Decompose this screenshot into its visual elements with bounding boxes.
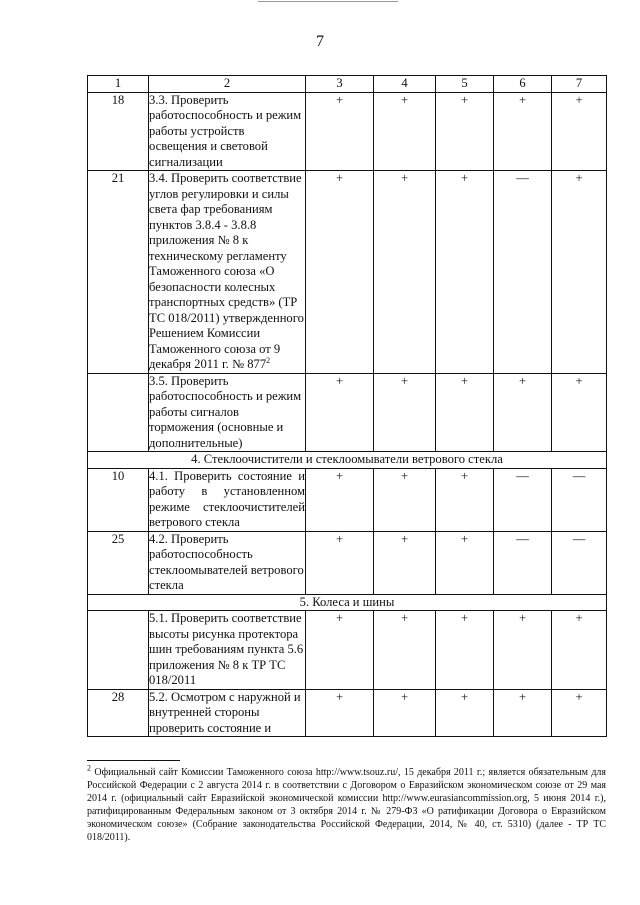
applicability-mark: + bbox=[436, 689, 494, 737]
section-row bbox=[88, 594, 607, 611]
item-description bbox=[149, 92, 306, 171]
item-description bbox=[149, 531, 306, 594]
item-number: 25 bbox=[88, 531, 149, 594]
applicability-mark: + bbox=[552, 611, 607, 690]
table-row bbox=[88, 611, 607, 690]
section-title: 5. Колеса и шины bbox=[88, 594, 607, 611]
footnote-ref: 2 bbox=[266, 355, 271, 365]
table-row bbox=[88, 92, 607, 171]
applicability-mark: + bbox=[494, 373, 552, 452]
applicability-mark: + bbox=[374, 468, 436, 531]
applicability-mark: + bbox=[436, 531, 494, 594]
item-text: 3.3. Проверить работоспособность и режим работы устройств освещения и световой сигнализации bbox=[149, 92, 302, 169]
item-number bbox=[88, 373, 149, 452]
item-number: 10 bbox=[88, 468, 149, 531]
applicability-mark: + bbox=[374, 373, 436, 452]
applicability-mark: + bbox=[436, 171, 494, 374]
applicability-mark: + bbox=[436, 611, 494, 690]
inspection-table bbox=[87, 75, 607, 737]
item-description bbox=[149, 468, 306, 531]
column-header: 2 bbox=[149, 76, 306, 93]
section-row bbox=[88, 452, 607, 469]
item-number: 28 bbox=[88, 689, 149, 737]
page-number: 7 bbox=[316, 33, 324, 50]
applicability-mark: + bbox=[552, 171, 607, 374]
table-row bbox=[88, 373, 607, 452]
table-row bbox=[88, 468, 607, 531]
column-header: 6 bbox=[494, 76, 552, 93]
section-title: 4. Стеклоочистители и стеклоомыватели ветрового стекла bbox=[88, 452, 607, 469]
applicability-mark: — bbox=[494, 531, 552, 594]
applicability-mark: + bbox=[306, 468, 374, 531]
applicability-mark: + bbox=[552, 373, 607, 452]
applicability-mark: — bbox=[552, 531, 607, 594]
footnote-text: Официальный сайт Комиссии Таможенного союза http://www.tsouz.ru/, 15 декабря 2011 г.; является обязательным для Российской Федерации с 2 августа 2014 г. в соответствии с Договором о Евразийском экономическом союзе от 29 мая 2014 г. (официальный сайт Евразийской экономической комиссии http://www.eurasiancommission.org, 5 июня 2014 г.), ратифицированным Федеральным законом от 3 октября 2014 г. № 279-ФЗ «О ратификации Договора о Евразийском экономическом союзе» (Собрание законодательства Российской Федерации, 2014, № 40, ст. 5310) (далее - ТР ТС 018/2011). bbox=[87, 767, 607, 843]
applicability-mark: + bbox=[494, 689, 552, 737]
applicability-mark: + bbox=[306, 171, 374, 374]
column-header: 3 bbox=[306, 76, 374, 93]
item-description bbox=[149, 611, 306, 690]
footnote-marker: 2 bbox=[87, 763, 91, 773]
item-description bbox=[149, 373, 306, 452]
applicability-mark: — bbox=[552, 468, 607, 531]
column-header: 5 bbox=[436, 76, 494, 93]
applicability-mark: + bbox=[552, 92, 607, 171]
table-row bbox=[88, 689, 607, 737]
applicability-mark: + bbox=[436, 92, 494, 171]
column-header: 7 bbox=[552, 76, 607, 93]
applicability-mark: + bbox=[306, 92, 374, 171]
item-description bbox=[149, 171, 306, 374]
applicability-mark: + bbox=[374, 689, 436, 737]
applicability-mark: + bbox=[494, 92, 552, 171]
applicability-mark: — bbox=[494, 171, 552, 374]
applicability-mark: + bbox=[436, 468, 494, 531]
item-number bbox=[88, 611, 149, 690]
item-text: 3.5. Проверить работоспособность и режим работы сигналов торможения (основные и дополнительные) bbox=[149, 373, 302, 450]
item-number: 21 bbox=[88, 171, 149, 374]
applicability-mark: + bbox=[306, 611, 374, 690]
applicability-mark: + bbox=[306, 373, 374, 452]
applicability-mark: + bbox=[436, 373, 494, 452]
applicability-mark: + bbox=[374, 92, 436, 171]
top-rule bbox=[258, 1, 398, 2]
applicability-mark: + bbox=[306, 689, 374, 737]
table-row bbox=[88, 171, 607, 374]
item-text: 4.1. Проверить состояние и работу в установленном режиме стеклоочистителей ветрового стекла bbox=[149, 468, 305, 529]
applicability-mark: + bbox=[494, 611, 552, 690]
item-number: 18 bbox=[88, 92, 149, 171]
footnote bbox=[87, 763, 607, 844]
item-text: 3.4. Проверить соответствие углов регулировки и силы света фар требованиям пунктов 3.8.4 - 3.8.8 приложения № 8 к техническому регламенту Таможенного союза «О безопасности колесных транспортных средств» (ТР ТС 018/2011) утвержденного Решением Комиссии Таможенного союза от 9 декабря 2011 г. № 877 bbox=[149, 171, 304, 371]
item-text: 5.1. Проверить соответствие высоты рисунка протектора шин требованиям пункта 5.6 приложения № 8 к ТР ТС 018/2011 bbox=[149, 611, 304, 687]
item-text: 4.2. Проверить работоспособность стеклоомывателей ветрового стекла bbox=[149, 531, 304, 592]
applicability-mark: + bbox=[374, 171, 436, 374]
footnote-rule bbox=[87, 760, 180, 761]
table-body bbox=[88, 76, 607, 737]
column-header: 4 bbox=[374, 76, 436, 93]
table-header-row bbox=[88, 76, 607, 93]
item-text: 5.2. Осмотром с наружной и внутренней стороны проверить состояние и bbox=[149, 689, 301, 735]
column-header: 1 bbox=[88, 76, 149, 93]
applicability-mark: + bbox=[374, 611, 436, 690]
applicability-mark: + bbox=[552, 689, 607, 737]
applicability-mark: + bbox=[374, 531, 436, 594]
item-description bbox=[149, 689, 306, 737]
table-row bbox=[88, 531, 607, 594]
applicability-mark: — bbox=[494, 468, 552, 531]
applicability-mark: + bbox=[306, 531, 374, 594]
